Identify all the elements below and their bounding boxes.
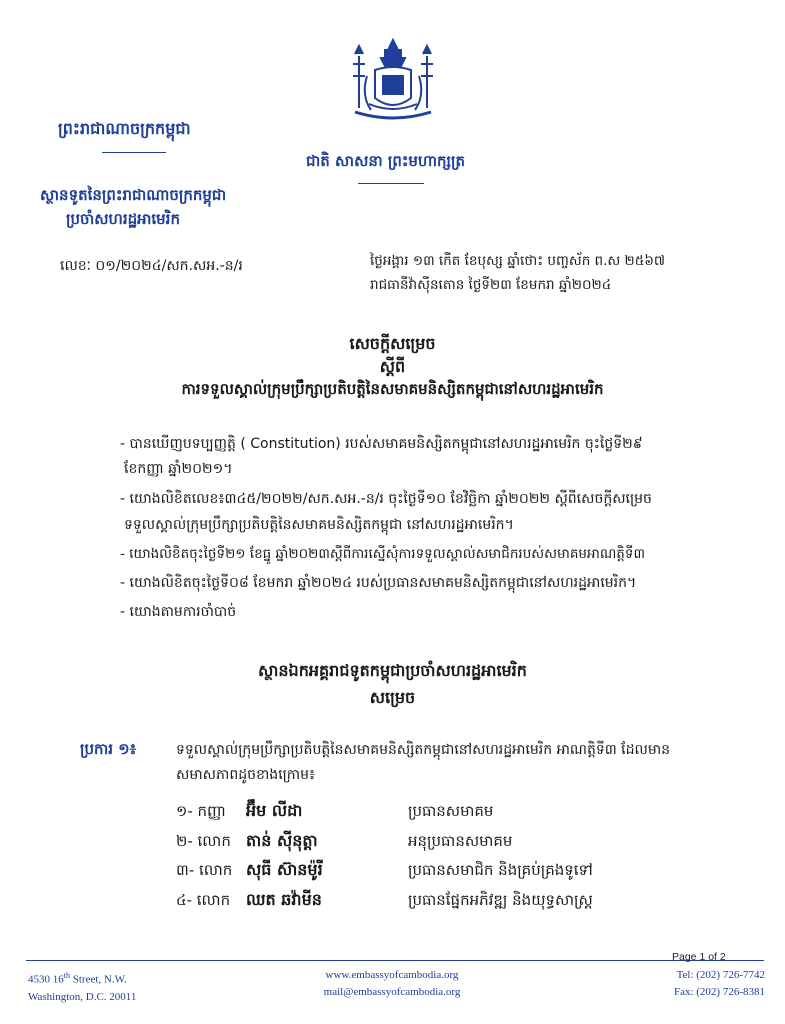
email-link[interactable]: mail@embassyofcambodia.org <box>323 986 461 998</box>
solar-date: រាជធានីវ៉ាស៊ីនតោន ថ្ងៃទី២៣ ខែមករា ឆ្នាំ២០២៤ <box>370 277 612 293</box>
member-name: តាន់ ស៊ីនុត្តា <box>246 831 318 850</box>
member-role: អនុប្រធានសមាគម <box>408 832 513 850</box>
royal-coat-of-arms-icon <box>345 36 441 124</box>
lunar-date: ថ្ងៃអង្គារ ១៣ កើត ខែបុស្ស ឆ្នាំថោះ បញ្ចស័ក ព.ស ២៥៦៧ <box>370 253 665 269</box>
document-title-line3: ការទទួលស្គាល់ក្រុមប្រឹក្សាប្រតិបត្តិនៃសមាគមនិស្សិតកម្ពុជានៅសហរដ្ឋអាមេរិក <box>181 380 604 398</box>
article-1-text-line1: ទទួលស្គាល់ក្រុមប្រឹក្សាប្រតិបត្តិនៃសមាគមនិស្សិតកម្ពុជានៅសហរដ្ឋអាមេរិក អាណត្តិទី៣ ដែលមាន <box>176 742 671 758</box>
national-motto: ជាតិ សាសនា ព្រះមហាក្សត្រ <box>306 152 465 170</box>
ornament-divider-left <box>102 152 166 153</box>
article-1-text-line2: សមាសភាពដូចខាងក្រោម៖ <box>176 767 316 783</box>
embassy-name-line2: ប្រចាំសហរដ្ឋអាមេរិក <box>66 210 180 228</box>
member-name: អ៊ឹម លីដា <box>246 801 303 820</box>
consideration-item: - យោងលិខិតចុះថ្ងៃទី០៨ ខែមករា ឆ្នាំ២០២៤ របស់ប្រធានសមាគមនិស្សិតកម្ពុជានៅសហរដ្ឋអាមេរិក។ <box>120 575 637 591</box>
page-number: Page 1 of 2 <box>672 951 726 963</box>
consideration-item: - យោងលិខិតចុះថ្ងៃទី២១ ខែធ្នូ ឆ្នាំ២០២៣ស្តីពីការស្នើសុំការទទួលស្គាល់សមាជិករបស់សមាគមអាណត្តិទី៣ <box>120 546 645 562</box>
consideration-item: - យោងលិខិតលេខ៖៣៤៥/២០២២/សក.សអ.-ន/រ ចុះថ្ងៃទី១០ ខែវិច្ឆិកា ឆ្នាំ២០២២ ស្តីពីសេចក្តីសម្រេច <box>120 491 652 507</box>
document-title-line2: ស្តីពី <box>379 357 406 376</box>
member-role: ប្រធានសមាគម <box>408 802 494 820</box>
address-sup: th <box>63 971 70 980</box>
footer-contact <box>292 967 492 1001</box>
member-name: សុធី ស៊ានម៉ូរី <box>246 860 323 879</box>
document-title-line1: សេចក្តីសម្រេច <box>349 334 436 353</box>
embassy-name-line1: ស្ថានទូតនៃព្រះរាជាណាចក្រកម្ពុជា <box>40 186 227 204</box>
consideration-item: ខែកញ្ញា ឆ្នាំ២០២១។ <box>124 461 233 477</box>
article-1-label: ប្រការ ១៖ <box>80 740 137 758</box>
address-street: 4530 16 <box>28 973 64 986</box>
website-link[interactable]: www.embassyofcambodia.org <box>325 969 459 981</box>
decision-authority: ស្ថានឯកអគ្គរាជទូតកម្ពុជាប្រចាំសហរដ្ឋអាមេរិក <box>258 661 527 680</box>
member-number: ៣- លោក <box>176 861 233 879</box>
consideration-item: ទទួលស្គាល់ក្រុមប្រឹក្សាប្រតិបត្តិនៃសមាគមនិស្សិតកម្ពុជា នៅសហរដ្ឋអាមេរិក។ <box>124 517 514 533</box>
telephone: Tel: (202) 726-7742 <box>676 969 765 981</box>
member-role: ប្រធានផ្នែកអភិវឌ្ឍ និងយុទ្ធសាស្ត្រ <box>408 891 593 909</box>
ornament-divider-right <box>358 183 424 184</box>
consideration-item: - យោងតាមការចាំបាច់ <box>120 604 237 620</box>
member-number: ៤- លោក <box>176 891 231 909</box>
fax: Fax: (202) 726-8381 <box>673 986 765 998</box>
member-role: ប្រធានសមាជិក និងគ្រប់គ្រងទូទៅ <box>408 861 593 879</box>
consideration-item: - បានឃើញបទប្បញ្ញត្តិ ( Constitution) របស់សមាគមនិស្សិតកម្ពុជានៅសហរដ្ឋអាមេរិក ចុះថ្ងៃទី២៩ <box>120 436 643 452</box>
footer-divider <box>26 960 764 961</box>
kingdom-name-left: ព្រះរាជាណាចក្រកម្ពុជា <box>58 119 191 138</box>
address-street-suffix: Street, N.W. <box>69 973 127 986</box>
member-number: ២- លោក <box>176 832 231 850</box>
address-city: Washington, D.C. 20011 <box>28 990 137 1003</box>
footer-phone <box>674 967 765 1001</box>
footer-address <box>28 967 136 1006</box>
member-number: ១- កញ្ញា <box>176 802 226 820</box>
decision-heading: សម្រេច <box>369 688 416 707</box>
member-name: ឈត ឆវ៉ាមីន <box>246 890 322 909</box>
reference-number: លេខៈ ០១/២០២៤/សក.សអ.-ន/រ <box>60 258 243 274</box>
